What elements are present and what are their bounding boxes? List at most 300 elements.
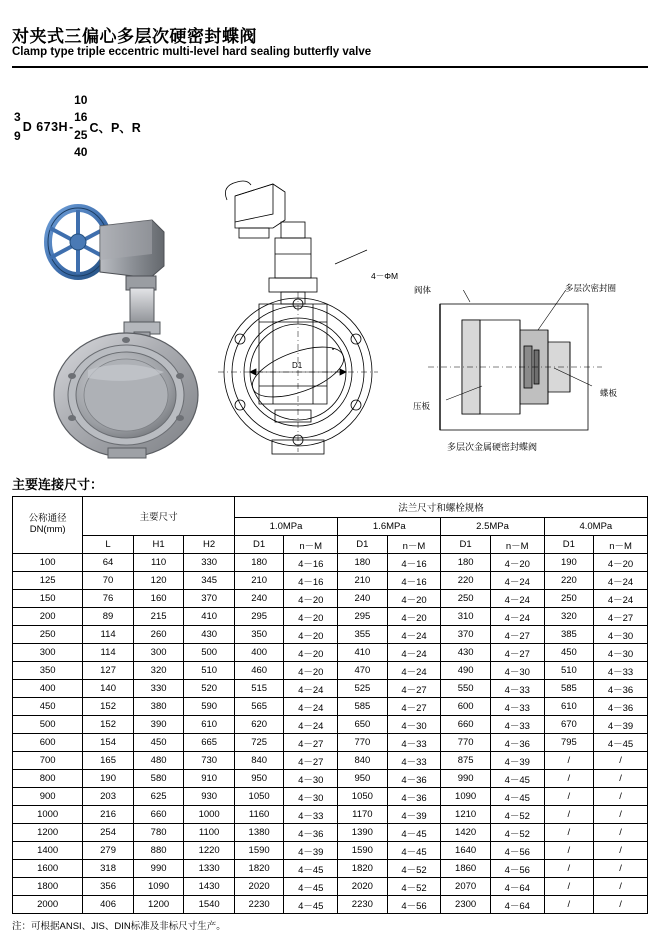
table-cell: 910 [184, 770, 235, 788]
table-cell: 279 [83, 842, 134, 860]
table-cell: 650 [338, 716, 387, 734]
th-sub-nM-4: n－M [594, 536, 648, 554]
table-cell: 4－27 [594, 608, 648, 626]
table-cell: 4－36 [490, 734, 544, 752]
table-cell: 140 [83, 680, 134, 698]
table-cell: 4－24 [387, 626, 441, 644]
table-cell: 4－39 [594, 716, 648, 734]
table-cell: 600 [441, 698, 490, 716]
table-cell: 4－56 [490, 860, 544, 878]
table-cell: 4－27 [490, 644, 544, 662]
th-sub-D1-4: D1 [544, 536, 593, 554]
model-code-pressure: 10 [74, 93, 88, 107]
table-cell: 4－36 [594, 680, 648, 698]
th-sub-L: L [83, 536, 134, 554]
table-cell: 165 [83, 752, 134, 770]
table-cell: 610 [544, 698, 593, 716]
table-cell: 2020 [234, 878, 283, 896]
table-row [13, 644, 648, 662]
table-cell: 770 [338, 734, 387, 752]
table-cell: / [544, 878, 593, 896]
table-cell: 4－52 [387, 860, 441, 878]
cell-nominal-diameter: 600 [13, 734, 83, 752]
table-cell: 660 [441, 716, 490, 734]
table-row [13, 806, 648, 824]
table-cell: 152 [83, 698, 134, 716]
table-cell: 4－52 [490, 806, 544, 824]
table-cell: 260 [133, 626, 184, 644]
label-disc: 蝶板 [600, 388, 618, 398]
table-cell: 930 [184, 788, 235, 806]
handwheel-graphic [48, 208, 108, 276]
table-cell: 510 [544, 662, 593, 680]
table-cell: 430 [184, 626, 235, 644]
model-code-digit-bottom: 9 [14, 128, 21, 143]
table-cell: 610 [184, 716, 235, 734]
table-cell: 1430 [184, 878, 235, 896]
th-sub-D1-1: D1 [234, 536, 283, 554]
table-row [13, 788, 648, 806]
table-cell: 4－27 [284, 752, 338, 770]
table-cell: / [544, 770, 593, 788]
table-row [13, 608, 648, 626]
table-cell: 190 [83, 770, 134, 788]
table-body [13, 554, 648, 914]
th-sub-H1: H1 [133, 536, 184, 554]
table-cell: 4－39 [490, 752, 544, 770]
table-cell: 4－30 [284, 788, 338, 806]
cell-nominal-diameter: 300 [13, 644, 83, 662]
th-sub-nM-1: n－M [284, 536, 338, 554]
table-cell: 152 [83, 716, 134, 734]
table-cell: 240 [234, 590, 283, 608]
table-cell: 4－20 [284, 662, 338, 680]
table-cell: 320 [133, 662, 184, 680]
th-sub-nM-2: n－M [387, 536, 441, 554]
table-row [13, 662, 648, 680]
table-cell: 4－45 [594, 734, 648, 752]
table-cell: 1820 [234, 860, 283, 878]
table-cell: 4－52 [387, 878, 441, 896]
table-cell: / [594, 878, 648, 896]
table-cell: 410 [338, 644, 387, 662]
table-cell: 215 [133, 608, 184, 626]
table-cell: 295 [338, 608, 387, 626]
table-cell: 4－33 [284, 806, 338, 824]
table-cell: 480 [133, 752, 184, 770]
table-cell: 180 [234, 554, 283, 572]
table-cell: 1590 [234, 842, 283, 860]
table-cell: 216 [83, 806, 134, 824]
table-cell: 4－33 [387, 734, 441, 752]
table-cell: 2230 [234, 896, 283, 914]
table-cell: 840 [234, 752, 283, 770]
table-cell: 4－30 [490, 662, 544, 680]
table-cell: 318 [83, 860, 134, 878]
table-cell: 1170 [338, 806, 387, 824]
table-head [13, 497, 648, 554]
label-seal-ring: 多层次密封圈 [565, 283, 617, 293]
table-cell: 4－27 [387, 698, 441, 716]
table-cell: 4－45 [387, 824, 441, 842]
valve-front-view-drawing [208, 284, 388, 464]
table-cell: 4－24 [594, 572, 648, 590]
table-cell: 4－56 [490, 842, 544, 860]
table-cell: 1820 [338, 860, 387, 878]
table-cell: 1090 [441, 788, 490, 806]
table-cell: 310 [441, 608, 490, 626]
table-cell: 250 [441, 590, 490, 608]
table-cell: 76 [83, 590, 134, 608]
cell-nominal-diameter: 700 [13, 752, 83, 770]
table-cell: 4－64 [490, 878, 544, 896]
table-cell: 950 [338, 770, 387, 788]
table-cell: / [544, 824, 593, 842]
table-cell: / [594, 896, 648, 914]
table-cell: 725 [234, 734, 283, 752]
cell-nominal-diameter: 100 [13, 554, 83, 572]
table-cell: 114 [83, 644, 134, 662]
table-cell: 665 [184, 734, 235, 752]
table-cell: 1210 [441, 806, 490, 824]
table-cell: 1050 [338, 788, 387, 806]
table-cell: 355 [338, 626, 387, 644]
table-row [13, 896, 648, 914]
table-cell: 210 [338, 572, 387, 590]
table-row [13, 626, 648, 644]
table-cell: 4－45 [284, 878, 338, 896]
cell-nominal-diameter: 1400 [13, 842, 83, 860]
table-cell: 660 [133, 806, 184, 824]
table-cell: 1640 [441, 842, 490, 860]
table-cell: 730 [184, 752, 235, 770]
table-cell: 4－30 [594, 626, 648, 644]
table-cell: 4－16 [284, 572, 338, 590]
table-cell: 4－16 [387, 554, 441, 572]
table-cell: 4－20 [284, 608, 338, 626]
table-cell: 4－36 [387, 788, 441, 806]
table-cell: 203 [83, 788, 134, 806]
table-cell: 500 [184, 644, 235, 662]
table-cell: 4－24 [387, 644, 441, 662]
table-cell: 4－30 [387, 716, 441, 734]
table-cell: 590 [184, 698, 235, 716]
table-row [13, 734, 648, 752]
th-dn-line1: 公称通径 [28, 513, 67, 525]
table-cell: 330 [133, 680, 184, 698]
product-figures [0, 172, 660, 462]
table-cell: 1000 [184, 806, 235, 824]
cell-nominal-diameter: 400 [13, 680, 83, 698]
table-cell: / [594, 860, 648, 878]
table-cell: 4－45 [284, 860, 338, 878]
cell-nominal-diameter: 1600 [13, 860, 83, 878]
table-cell: 1330 [184, 860, 235, 878]
table-cell: 4－45 [387, 842, 441, 860]
table-cell: 470 [338, 662, 387, 680]
table-cell: 4－33 [490, 716, 544, 734]
table-cell: 670 [544, 716, 593, 734]
table-note: 注：可根据ANSI、JIS、DIN标准及非标尺寸生产。 [12, 921, 226, 932]
table-cell: 127 [83, 662, 134, 680]
table-cell: / [594, 824, 648, 842]
cell-nominal-diameter: 200 [13, 608, 83, 626]
table-cell: 4－39 [284, 842, 338, 860]
table-cell: 1590 [338, 842, 387, 860]
table-cell: 990 [133, 860, 184, 878]
table-cell: 4－27 [490, 626, 544, 644]
table-row [13, 554, 648, 572]
table-cell: 4－27 [387, 680, 441, 698]
table-cell: 4－27 [284, 734, 338, 752]
table-cell: / [544, 788, 593, 806]
model-code-dash: - [69, 119, 74, 134]
table-cell: 385 [544, 626, 593, 644]
table-cell: 220 [544, 572, 593, 590]
table-cell: 356 [83, 878, 134, 896]
header-divider [12, 66, 648, 68]
table-cell: 70 [83, 572, 134, 590]
label-body: 阀体 [414, 285, 432, 295]
cell-nominal-diameter: 1000 [13, 806, 83, 824]
table-cell: 520 [184, 680, 235, 698]
cell-nominal-diameter: 2000 [13, 896, 83, 914]
table-row [13, 878, 648, 896]
table-cell: 525 [338, 680, 387, 698]
table-row [13, 824, 648, 842]
th-pressure-2: 1.6MPa [338, 518, 441, 536]
table-cell: 4－16 [387, 572, 441, 590]
table-cell: 4－36 [594, 698, 648, 716]
cell-nominal-diameter: 250 [13, 626, 83, 644]
table-cell: 190 [544, 554, 593, 572]
table-cell: / [544, 842, 593, 860]
table-cell: 770 [441, 734, 490, 752]
table-row [13, 752, 648, 770]
table-cell: 406 [83, 896, 134, 914]
table-cell: 510 [184, 662, 235, 680]
table-cell: 1380 [234, 824, 283, 842]
table-cell: 4－30 [594, 644, 648, 662]
table-cell: 254 [83, 824, 134, 842]
th-sub-H2: H2 [184, 536, 235, 554]
th-sub-D1-3: D1 [441, 536, 490, 554]
table-cell: / [594, 842, 648, 860]
cell-nominal-diameter: 125 [13, 572, 83, 590]
table-cell: 2020 [338, 878, 387, 896]
table-cell: 1050 [234, 788, 283, 806]
table-cell: 4－56 [387, 896, 441, 914]
table-cell: 565 [234, 698, 283, 716]
table-cell: 1220 [184, 842, 235, 860]
th-nominal-diameter [13, 497, 83, 554]
table-cell: 490 [441, 662, 490, 680]
table-cell: 300 [133, 644, 184, 662]
table-row [13, 716, 648, 734]
table-cell: 580 [133, 770, 184, 788]
table-cell: 89 [83, 608, 134, 626]
table-row [13, 860, 648, 878]
table-cell: 4－45 [284, 896, 338, 914]
section-title: 主要连接尺寸： [12, 477, 104, 492]
table-cell: 1540 [184, 896, 235, 914]
table-cell: 4－24 [490, 590, 544, 608]
th-main-dims: 主要尺寸 [83, 497, 235, 536]
table-cell: 4－30 [284, 770, 338, 788]
cell-nominal-diameter: 900 [13, 788, 83, 806]
table-cell: 450 [544, 644, 593, 662]
dim-d1-text: D1 [292, 361, 303, 370]
cell-nominal-diameter: 1800 [13, 878, 83, 896]
table-cell: 4－24 [387, 662, 441, 680]
table-cell: 4－52 [490, 824, 544, 842]
th-pressure-1: 1.0MPa [234, 518, 337, 536]
figure-caption: 多层次金属硬密封蝶阀 [447, 442, 538, 452]
table-cell: 4－33 [490, 680, 544, 698]
table-cell: 4－24 [284, 680, 338, 698]
table-cell: 4－20 [387, 590, 441, 608]
model-code-pressure: 16 [74, 110, 88, 125]
table-cell: 110 [133, 554, 184, 572]
table-cell: 1160 [234, 806, 283, 824]
cell-nominal-diameter: 450 [13, 698, 83, 716]
cell-nominal-diameter: 350 [13, 662, 83, 680]
gearbox-graphic [100, 220, 164, 290]
table-row [13, 680, 648, 698]
table-cell: / [594, 752, 648, 770]
table-cell: / [544, 806, 593, 824]
table-cell: 4－20 [490, 554, 544, 572]
table-cell: 180 [338, 554, 387, 572]
table-cell: 1200 [133, 896, 184, 914]
cell-nominal-diameter: 500 [13, 716, 83, 734]
table-cell: 220 [441, 572, 490, 590]
model-code-pressure: 40 [74, 145, 88, 160]
dimensions-table [12, 496, 648, 914]
table-cell: 400 [234, 644, 283, 662]
table-cell: 2230 [338, 896, 387, 914]
table-cell: / [594, 806, 648, 824]
table-cell: 64 [83, 554, 134, 572]
table-cell: 154 [83, 734, 134, 752]
table-cell: 370 [184, 590, 235, 608]
table-cell: 1390 [338, 824, 387, 842]
table-cell: 4－64 [490, 896, 544, 914]
cell-nominal-diameter: 1200 [13, 824, 83, 842]
table-cell: 330 [184, 554, 235, 572]
table-cell: 4－33 [594, 662, 648, 680]
table-cell: 4－20 [594, 554, 648, 572]
table-cell: 410 [184, 608, 235, 626]
table-cell: / [544, 896, 593, 914]
table-cell: 875 [441, 752, 490, 770]
table-cell: 515 [234, 680, 283, 698]
table-cell: 460 [234, 662, 283, 680]
bolt-spec-label: 4－ΦM [371, 271, 399, 281]
table-cell: 380 [133, 698, 184, 716]
table-row [13, 842, 648, 860]
table-cell: / [544, 860, 593, 878]
table-cell: 240 [338, 590, 387, 608]
table-cell: 350 [234, 626, 283, 644]
table-cell: 585 [338, 698, 387, 716]
valve-body-graphic [54, 333, 198, 458]
model-code-pressure-list [74, 92, 87, 162]
table-cell: 4－16 [284, 554, 338, 572]
cell-nominal-diameter: 800 [13, 770, 83, 788]
table-cell: 320 [544, 608, 593, 626]
table-cell: 450 [133, 734, 184, 752]
model-code-pressure: 25 [74, 127, 88, 142]
table-cell: 390 [133, 716, 184, 734]
table-cell: 4－20 [387, 608, 441, 626]
table-cell: 550 [441, 680, 490, 698]
model-code-base: D 673H [22, 119, 69, 134]
table-cell: / [594, 788, 648, 806]
table-cell: 4－39 [387, 806, 441, 824]
table-cell: 4－20 [284, 644, 338, 662]
table-cell: 4－20 [284, 626, 338, 644]
table-cell: 120 [133, 572, 184, 590]
table-cell: 160 [133, 590, 184, 608]
table-cell: 345 [184, 572, 235, 590]
table-cell: 4－36 [284, 824, 338, 842]
page-title-zh: 对夹式三偏心多层次硬密封蝶阀 [12, 27, 257, 46]
th-sub-nM-3: n－M [490, 536, 544, 554]
model-code-digit-top: 3 [14, 109, 21, 124]
table-cell: 780 [133, 824, 184, 842]
page-title-en: Clamp type triple eccentric multi-level hard sealing butterfly valve [12, 46, 372, 58]
table-cell: 4－45 [490, 788, 544, 806]
table-cell: 210 [234, 572, 283, 590]
table-cell: / [594, 770, 648, 788]
table-cell: 950 [234, 770, 283, 788]
th-pressure-3: 2.5MPa [441, 518, 544, 536]
table-cell: 4－24 [594, 590, 648, 608]
table-row [13, 698, 648, 716]
table-cell: 585 [544, 680, 593, 698]
table-cell: 180 [441, 554, 490, 572]
table-cell: 2070 [441, 878, 490, 896]
table-row [13, 770, 648, 788]
th-sub-D1-2: D1 [338, 536, 387, 554]
table-cell: 370 [441, 626, 490, 644]
table-cell: 620 [234, 716, 283, 734]
table-cell: 795 [544, 734, 593, 752]
table-cell: 250 [544, 590, 593, 608]
table-cell: 4－24 [284, 716, 338, 734]
table-cell: 1100 [184, 824, 235, 842]
table-cell: 990 [441, 770, 490, 788]
table-cell: 625 [133, 788, 184, 806]
model-code [14, 92, 141, 162]
th-pressure-4: 4.0MPa [544, 518, 647, 536]
table-cell: 4－20 [284, 590, 338, 608]
label-press-plate: 压板 [413, 401, 431, 411]
table-cell: 4－36 [387, 770, 441, 788]
th-dn-line2: DN(mm) [29, 524, 66, 535]
model-code-prefix-digits [14, 108, 21, 146]
table-cell: 1860 [441, 860, 490, 878]
table-cell: 2300 [441, 896, 490, 914]
table-cell: 4－33 [490, 698, 544, 716]
table-cell: 1090 [133, 878, 184, 896]
table-cell: 114 [83, 626, 134, 644]
table-cell: 4－24 [490, 608, 544, 626]
table-row [13, 572, 648, 590]
table-cell: 840 [338, 752, 387, 770]
table-cell: 4－33 [387, 752, 441, 770]
